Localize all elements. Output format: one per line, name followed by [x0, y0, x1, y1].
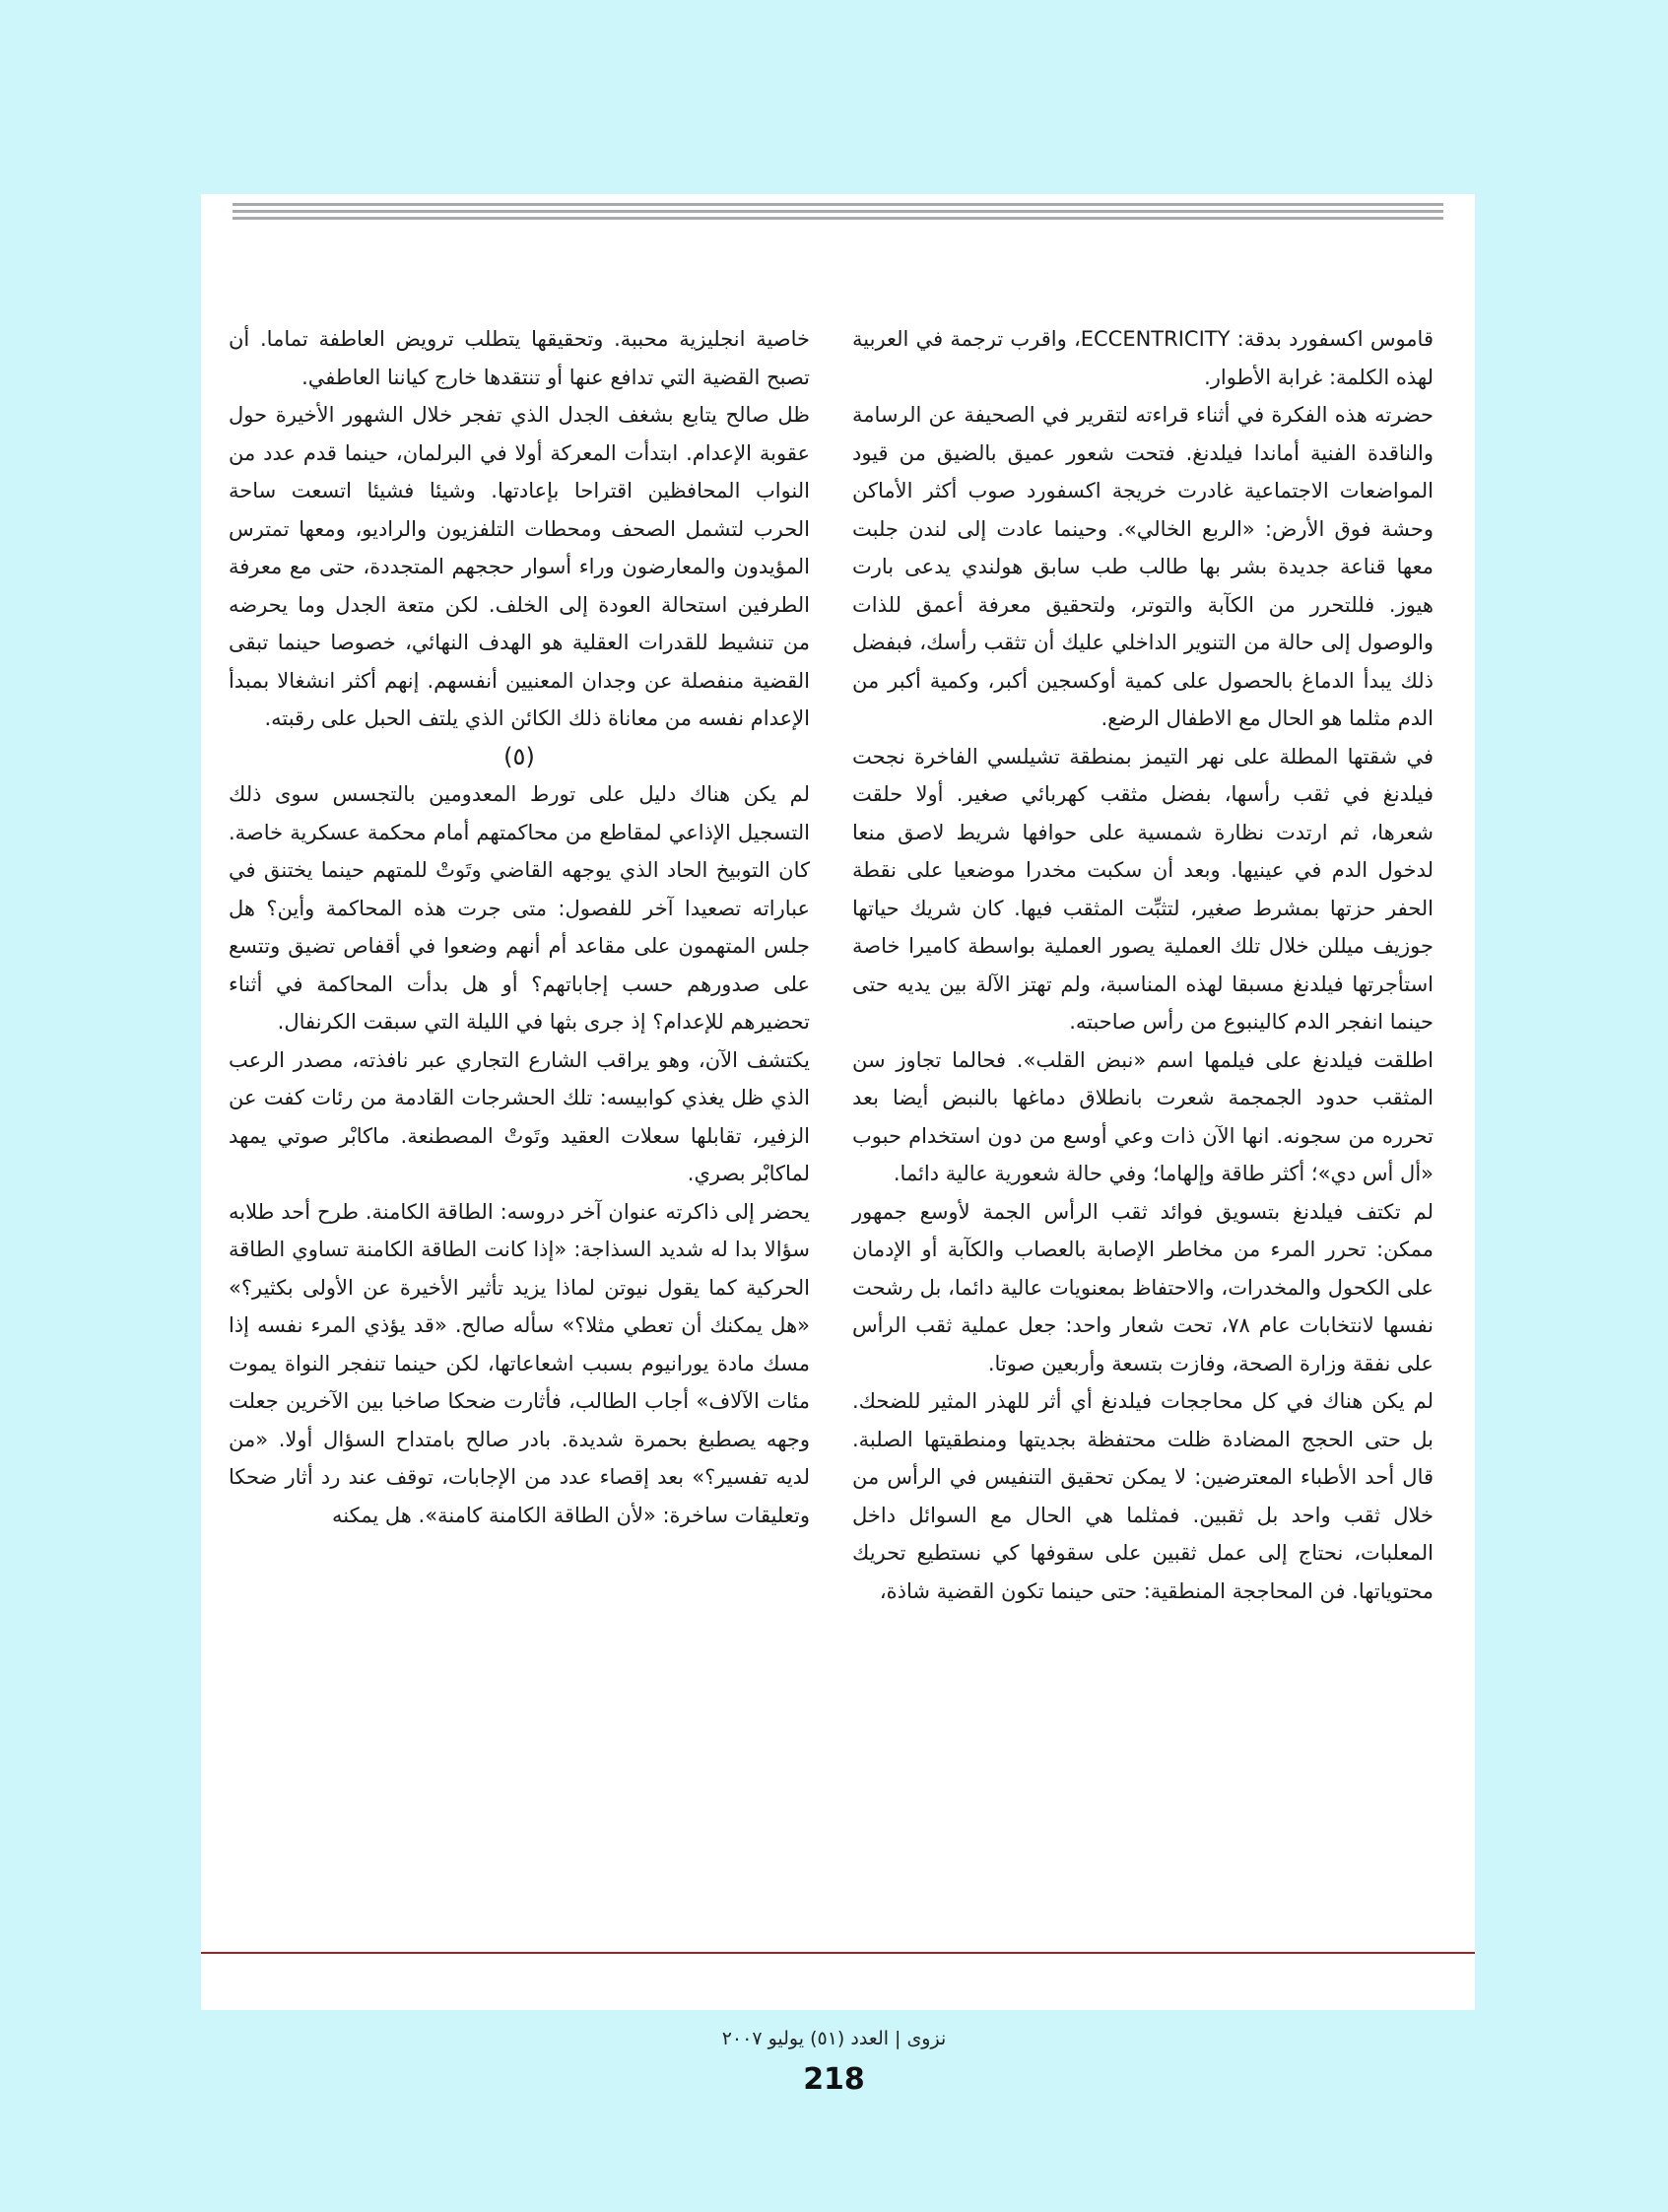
page-sheet — [201, 194, 1475, 2010]
paragraph: اطلقت فيلدنغ على فيلمها اسم «نبض القلب». فحالما تجاوز سن المثقب حدود الجمجمة شعرت بانطلاق دماغها بالنبض أيضا بعد تحرره من سجونه. انها الآن ذات وعي أوسع من دون استخدام حبوب «أل أس دي»؛ أكثر طاقة وإلهاما؛ وفي حالة شعورية عالية دائما. — [852, 1047, 1434, 1185]
paragraph: يحضر إلى ذاكرته عنوان آخر دروسه: الطاقة الكامنة. طرح أحد طلابه سؤالا بدا له شديد السذاجة: «إذا كانت الطاقة الكامنة تساوي الطاقة الحركية كما يقول نيوتن لماذا يزيد تأثير الأخيرة عن الأولى بكثير؟» «هل يمكنك أن تعطي مثلا؟» سأله صالح. «قد يؤذي المرء نفسه إذا مسك مادة يورانيوم بسبب اشعاعاتها، لكن حينما تنفجر النواة يموت مئات الآلاف» أجاب الطالب، فأثارت ضحكا صاخبا بين الآخرين جعلت وجهه يصطبغ بحمرة شديدة. بادر صالح بامتداح السؤال أولا. «من لديه تفسير؟» بعد إقصاء عدد من الإجابات، توقف عند رد أثار ضحكا وتعليقات ساخرة: «لأن الطاقة الكامنة كامنة». هل يمكنه — [229, 1199, 810, 1527]
page-number: 218 — [803, 2062, 865, 2097]
paragraph: خاصية انجليزية محببة. وتحقيقها يتطلب ترويض العاطفة تماما. أن تصبح القضية التي تدافع عنها أو تنتقدها خارج كياننا العاطفي. — [229, 327, 810, 389]
paragraph: حضرته هذه الفكرة في أثناء قراءته لتقرير في الصحيفة عن الرسامة والناقدة الفنية أماندا فيلدنغ. فتحت شعور عميق بالضيق من قيود المواضعات الاجتماعية غادرت خريجة اكسفورد صوب أكثر الأماكن وحشة فوق الأرض: «الربع الخالي». وحينما عادت إلى لندن جلبت معها قناعة جديدة بشر بها طالب طب سابق هولندي يدعى بارت هيوز. فللتحرر من الكآبة والتوتر، ولتحقيق معرفة أعمق للذات والوصول إلى حالة من التنوير الداخلي عليك أن تثقب رأسك، فبفضل ذلك يبدأ الدماغ بالحصول على كمية أوكسجين أكبر، وكمية أكبر من الدم مثلما هو الحال مع الاطفال الرضع. — [852, 403, 1434, 730]
paragraph: لم يكن هناك في كل محاججات فيلدنغ أي أثر للهذر المثير للضحك. بل حتى الحجج المضادة ظلت محتفظة بجديتها ومنطقيتها الصلبة. قال أحد الأطباء المعترضين: لا يمكن تحقيق التنفيس في الرأس من خلال ثقب واحد بل ثقبين. فمثلما هي الحال مع السوائل داخل المعلبات، نحتاج إلى عمل ثقبين على سقوفها كي نستطيع تحريك محتوياتها. فن المحاججة المنطقية: حتى حينما تكون القضية شاذة، — [852, 1389, 1434, 1603]
paragraph: لم يكن هناك دليل على تورط المعدومين بالتجسس سوى ذلك التسجيل الإذاعي لمقاطع من محاكمتهم أمام محكمة عسكرية خاصة. كان التوبيخ الحاد الذي يوجهه القاضي وتَوتْ للمتهم حينما يختنق في عباراته تصعيدا آخر للفصول: متى جرت هذه المحاكمة وأين؟ هل جلس المتهمون على مقاعد أم أنهم وضعوا في أقفاص تضيق وتتسع على صدورهم حسب إجاباتهم؟ أو هل بدأت المحاكمة في أثناء تحضيرهم للإعدام؟ إذ جرى بثها في الليلة التي سبقت الكرنفال. — [229, 782, 810, 1034]
footer-credit — [0, 2028, 1668, 2049]
footer-rule — [201, 1952, 1475, 1954]
section-number: (٥) — [503, 742, 535, 771]
article-column-right — [852, 320, 1434, 1610]
paragraph: لم تكتف فيلدنغ بتسويق فوائد ثقب الرأس الجمة لأوسع جمهور ممكن: تحرر المرء من مخاطر الإصابة بالعصاب والكآبة أو الإدمان على الكحول والمخدرات، والاحتفاظ بمعنويات عالية دائما، بل رشحت نفسها لانتخابات عام ٧٨، تحت شعار واحد: جعل عملية ثقب الرأس على نفقة وزارة الصحة، وفازت بتسعة وأربعين صوتا. — [852, 1199, 1434, 1375]
header-rules — [233, 203, 1443, 224]
article-column-left — [229, 320, 810, 1534]
paragraph: ظل صالح يتابع بشغف الجدل الذي تفجر خلال الشهور الأخيرة حول عقوبة الإعدام. ابتدأت المعركة أولا في البرلمان، حينما قدم عدد من النواب المحافظين اقتراحا بإعادتها. وشيئا فشيئا اتسعت ساحة الحرب لتشمل الصحف ومحطات التلفزيون والراديو، ومعها تمترس المؤيدون والمعارضون وراء أسوار حججهم المتجددة، حتى مع معرفة الطرفين استحالة العودة إلى الخلف. لكن متعة الجدل وما يحرضه من تنشيط للقدرات العقلية هو الهدف النهائي، خصوصا حينما تبقى القضية منفصلة عن وجدان المعنيين أنفسهم. إنهم أكثر انشغالا بمبدأ الإعدام نفسه من معاناة ذلك الكائن الذي يلتف الحبل على رقبته. — [229, 403, 810, 730]
paragraph: يكتشف الآن، وهو يراقب الشارع التجاري عبر نافذته، مصدر الرعب الذي ظل يغذي كوابيسه: تلك الحشرجات القادمة من رئات كفت عن الزفير، تقابلها سعلات العقيد وتَوتْ المصطنعة. ماكابْر صوتي يمهد لماكابْر بصري. — [229, 1047, 810, 1185]
paragraph: قاموس اكسفورد بدقة: ECCENTRICITY، واقرب ترجمة في العربية لهذه الكلمة: غرابة الأطوار. — [852, 327, 1434, 389]
issue-info: العدد (٥١) يوليو ٢٠٠٧ — [721, 2028, 890, 2049]
paragraph: في شقتها المطلة على نهر التيمز بمنطقة تشيلسي الفاخرة نجحت فيلدنغ في ثقب رأسها، بفضل مثقب كهربائي صغير. أولا حلقت شعرها، ثم ارتدت نظارة شمسية على حوافها شريط لاصق منعا لدخول الدم في عينيها. وبعد أن سكبت مخدرا موضعيا على نقطة الحفر حزتها بمشرط صغير، لتثبِّت المثقب فيها. كان شريك حياتها جوزيف ميللن خلال تلك العملية يصور العملية بواسطة كاميرا خاصة استأجرتها فيلدنغ مسبقا لهذه المناسبة، ولم تهتز الآلة بين يديه حتى حينما انفجر الدم كالينبوع من رأس صاحبته. — [852, 744, 1434, 1034]
footer-separator: | — [895, 2028, 901, 2049]
magazine-name: نزوى — [906, 2028, 947, 2049]
